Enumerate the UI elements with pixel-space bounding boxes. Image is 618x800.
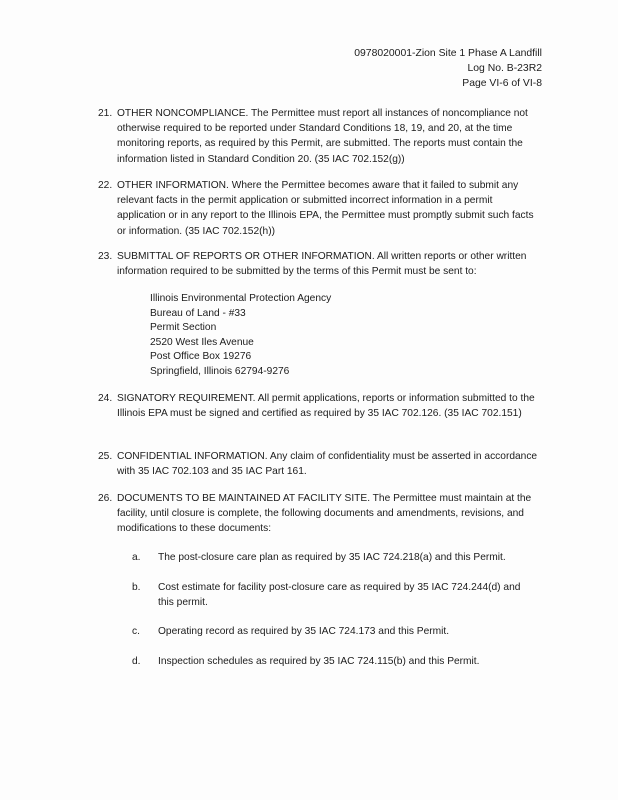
address-line: Permit Section <box>150 322 217 334</box>
condition-number: 24. <box>98 393 113 404</box>
condition-text: OTHER NONCOMPLIANCE. The Permittee must report all instances of noncompliance not otherwise required to be reported under Standard Conditions 18, 19, and 20, at the time monitoring reports, as required by this Permit, are submitted. The reports must contain the information listed in Standard Condition 20. (35 IAC 702.152(g)) <box>117 108 528 165</box>
condition-25 <box>98 449 540 479</box>
condition-number: 26. <box>98 493 113 504</box>
condition-text: OTHER INFORMATION. Where the Permittee becomes aware that it failed to submit any relevant facts in the permit application or submitted incorrect information in a permit application or in any report to the Illinois EPA, the Permittee must promptly submit such facts or information. (35 IAC 702.152(h)) <box>117 180 534 237</box>
document-item-d <box>132 654 532 669</box>
item-letter: a. <box>132 552 141 563</box>
condition-number: 22. <box>98 180 113 191</box>
condition-21 <box>98 106 540 167</box>
item-text: Cost estimate for facility post-closure care as required by 35 IAC 724.244(d) and this permit. <box>158 582 521 609</box>
condition-number: 21. <box>98 108 113 119</box>
header-site-id: 0978020001-Zion Site 1 Phase A Landfill <box>354 48 542 59</box>
document-item-c <box>132 624 532 639</box>
header-page-number: Page VI-6 of VI-8 <box>462 78 542 89</box>
mailing-address <box>150 292 331 380</box>
condition-text: SUBMITTAL OF REPORTS OR OTHER INFORMATION. All written reports or other written information required to be submitted by the terms of this Permit must be sent to: <box>117 251 527 278</box>
condition-26 <box>98 491 540 537</box>
header-log-number: Log No. B-23R2 <box>467 63 542 74</box>
condition-number: 23. <box>98 251 113 262</box>
condition-text: SIGNATORY REQUIREMENT. All permit applications, reports or information submitted to the Illinois EPA must be signed and certified as required by 35 IAC 702.126. (35 IAC 702.151) <box>117 393 535 420</box>
item-text: The post-closure care plan as required by 35 IAC 724.218(a) and this Permit. <box>158 552 506 563</box>
condition-text: DOCUMENTS TO BE MAINTAINED AT FACILITY SITE. The Permittee must maintain at the facility, until closure is complete, the following documents and amendments, revisions, and modifications to these documents: <box>117 493 532 535</box>
item-letter: c. <box>132 626 140 637</box>
document-item-b <box>132 580 532 610</box>
address-line: Springfield, Illinois 62794-9276 <box>150 365 290 377</box>
document-item-a <box>132 550 532 565</box>
item-letter: d. <box>132 656 141 667</box>
condition-22 <box>98 178 540 239</box>
item-text: Inspection schedules as required by 35 IAC 724.115(b) and this Permit. <box>158 656 480 667</box>
address-line: 2520 West Iles Avenue <box>150 336 254 348</box>
address-line: Post Office Box 19276 <box>150 351 252 363</box>
condition-24 <box>98 391 540 421</box>
item-letter: b. <box>132 582 141 593</box>
address-line: Illinois Environmental Protection Agency <box>150 293 332 304</box>
condition-23 <box>98 249 540 279</box>
condition-number: 25. <box>98 451 113 462</box>
item-text: Operating record as required by 35 IAC 724.173 and this Permit. <box>158 626 450 637</box>
document-header <box>354 46 542 91</box>
address-line: Bureau of Land - #33 <box>150 307 246 319</box>
condition-text: CONFIDENTIAL INFORMATION. Any claim of confidentiality must be asserted in accordance with 35 IAC 702.103 and 35 IAC Part 161. <box>117 451 538 478</box>
